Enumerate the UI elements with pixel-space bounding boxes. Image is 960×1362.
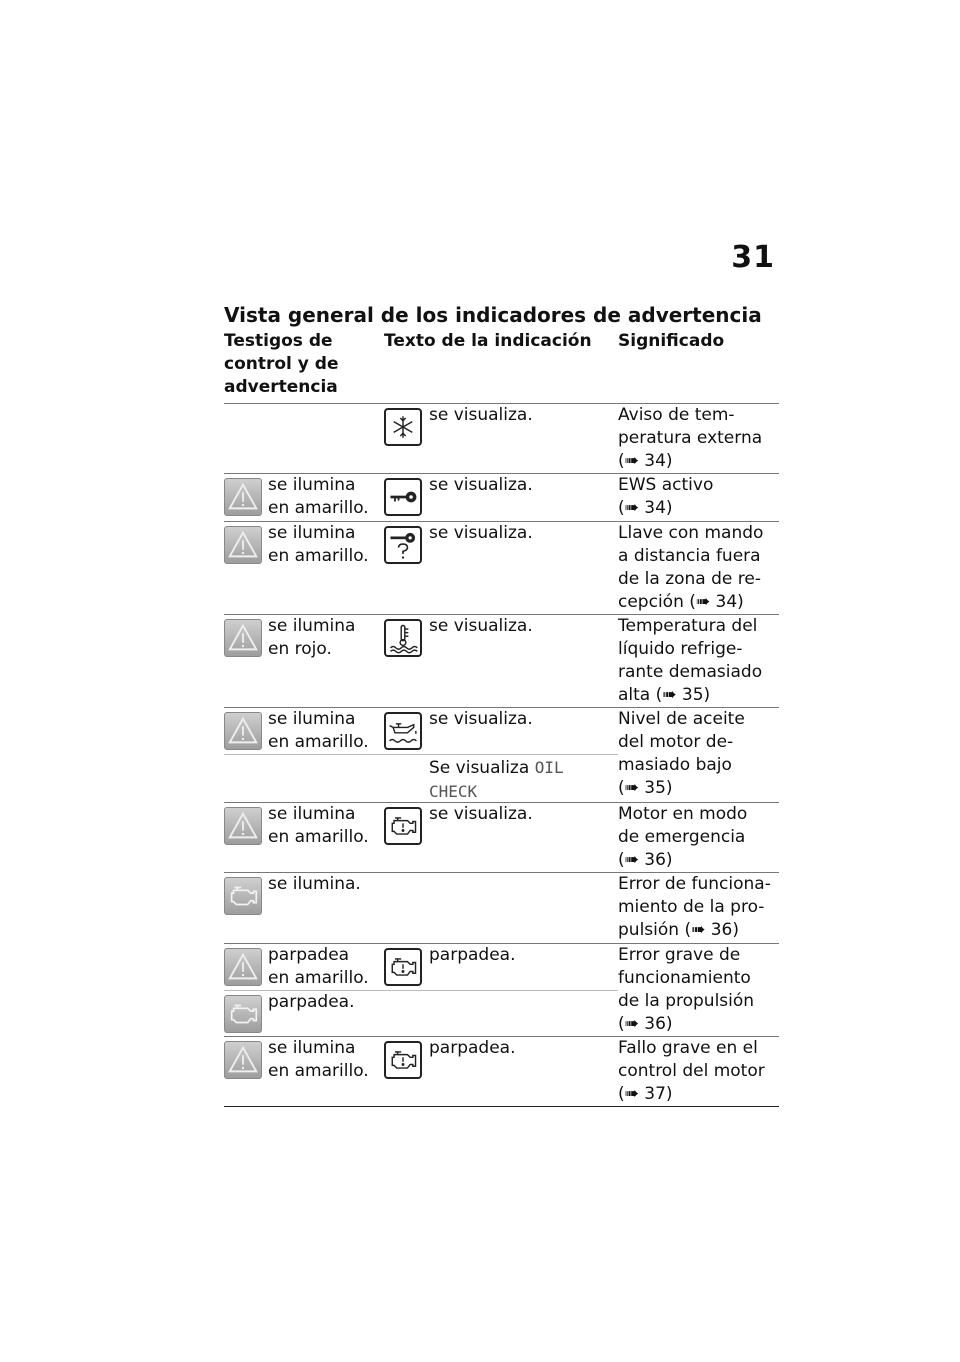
column-header-meaning: Significado <box>618 331 725 351</box>
row2-meaning: EWS activo (➠ 34) <box>618 475 714 518</box>
row8-display-text: parpadea. <box>429 945 516 965</box>
row7-meaning: Error de funciona- miento de la pro- pulsión (➠ 36) <box>618 874 771 940</box>
row5-indicator-text: se ilumina en amarillo. <box>268 709 369 752</box>
row6-indicator-text: se ilumina en amarillo. <box>268 804 369 847</box>
row6-display-text: se visualiza. <box>429 804 533 824</box>
warning-triangle-icon <box>224 807 262 845</box>
row5-meaning: Nivel de aceite del motor de- masiado bajo (➠ 35) <box>618 709 745 798</box>
row5-display-text: se visualiza. <box>429 709 533 729</box>
column-header-indicators: Testigos de control y de advertencia <box>224 331 339 397</box>
row4-meaning: Temperatura del líquido refrige- rante demasiado alta (➠ 35) <box>618 616 763 705</box>
warning-triangle-icon <box>224 712 262 750</box>
column-header-display-text: Texto de la indicación <box>384 331 592 351</box>
row9-meaning: Fallo grave en el control del motor (➠ 37) <box>618 1038 765 1104</box>
row7-indicator-text: se ilumina. <box>268 874 361 894</box>
key-question-icon <box>384 526 422 564</box>
row9-display-text: parpadea. <box>429 1038 516 1058</box>
page-number: 31 <box>731 240 775 275</box>
row2-indicator-text: se ilumina en amarillo. <box>268 475 369 518</box>
table-bottom-border <box>224 1106 779 1107</box>
row2-display-text: se visualiza. <box>429 475 533 495</box>
row8-meaning: Error grave de funcionamiento de la propulsión (➠ 36) <box>618 945 755 1034</box>
warning-triangle-icon <box>224 1041 262 1079</box>
coolant-temperature-icon <box>384 619 422 657</box>
engine-icon <box>384 807 422 845</box>
warning-triangle-icon <box>224 526 262 564</box>
engine-icon <box>384 1041 422 1079</box>
row9-indicator-text: se ilumina en amarillo. <box>268 1038 369 1081</box>
row1-meaning: Aviso de tem- peratura externa (➠ 34) <box>618 405 763 471</box>
oil-can-icon <box>384 712 422 750</box>
page-title: Vista general de los indicadores de advertencia <box>224 303 762 327</box>
warning-triangle-icon <box>224 619 262 657</box>
row3-display-text: se visualiza. <box>429 523 533 543</box>
row-sub-divider <box>224 754 618 755</box>
engine-icon <box>384 948 422 986</box>
row6-meaning: Motor en modo de emergencia (➠ 36) <box>618 804 748 870</box>
snowflake-icon <box>384 408 422 446</box>
row8-indicator-text: parpadea en amarillo. <box>268 945 369 988</box>
row4-display-text: se visualiza. <box>429 616 533 636</box>
row1-display-text: se visualiza. <box>429 405 533 425</box>
key-icon <box>384 478 422 516</box>
engine-icon <box>224 995 262 1033</box>
engine-icon <box>224 877 262 915</box>
row4-indicator-text: se ilumina en rojo. <box>268 616 356 659</box>
row8-indicator-text-engine: parpadea. <box>268 992 355 1012</box>
warning-triangle-icon <box>224 948 262 986</box>
warning-triangle-icon <box>224 478 262 516</box>
row3-indicator-text: se ilumina en amarillo. <box>268 523 369 566</box>
row5-display-text-oil-check: Se visualiza OIL CHECK <box>429 758 564 801</box>
row3-meaning: Llave con mando a distancia fuera de la zona de re- cepción (➠ 34) <box>618 523 764 612</box>
